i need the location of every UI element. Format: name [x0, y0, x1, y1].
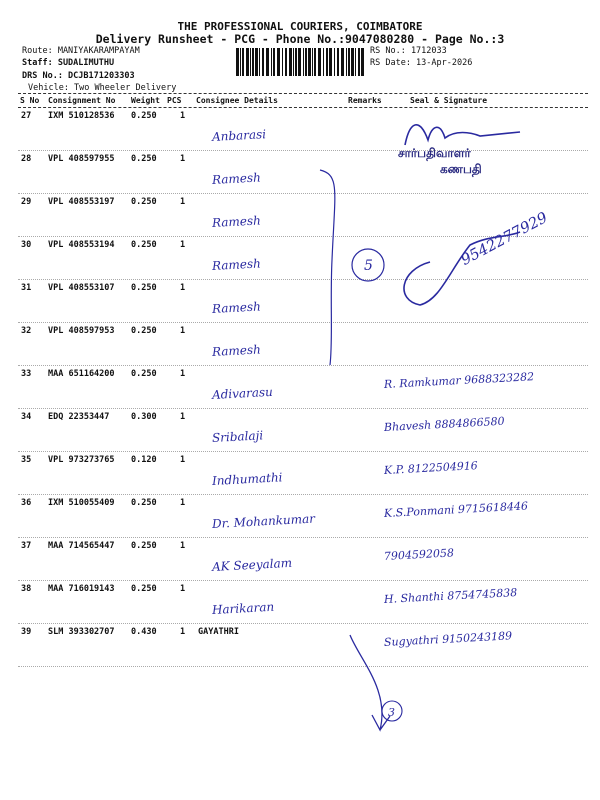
barcode-bar [240, 48, 241, 76]
row-weight: 0.250 [131, 154, 157, 164]
row-pcs: 1 [180, 584, 186, 594]
row-sno: 27 [21, 111, 32, 121]
barcode-bar [337, 48, 339, 76]
row-pcs: 1 [180, 541, 186, 551]
row-separator [18, 666, 588, 667]
rs-number: RS No.: 1712033 [370, 46, 447, 56]
row-handwritten-name: Sribalaji [211, 428, 264, 445]
col-header-remarks: Remarks [348, 96, 382, 105]
row-consignment-no: EDQ 22353447 [48, 412, 110, 422]
col-header-weight: Weight [131, 96, 160, 105]
scribble-number: 9542277929 [457, 208, 551, 269]
row-consignment-no: VPL 408553107 [48, 283, 115, 293]
row-sno: 39 [21, 627, 32, 637]
header-rule-top [18, 93, 588, 94]
row-weight: 0.250 [131, 498, 157, 508]
barcode-bar [285, 48, 287, 76]
row-handwritten-name: Dr. Mohankumar [211, 511, 316, 531]
barcode-bar [334, 48, 335, 76]
circled-mark: 5 [364, 258, 373, 274]
row-handwritten-name: Anbarasi [211, 127, 267, 144]
row-pcs: 1 [180, 154, 186, 164]
barcode-bar [259, 48, 260, 76]
row-sno: 34 [21, 412, 32, 422]
row-pcs: 1 [180, 326, 186, 336]
rs-date: RS Date: 13-Apr-2026 [370, 58, 473, 68]
row-handwritten-remark: Sugyathri 9150243189 [383, 629, 513, 649]
row-handwritten-name: Ramesh [211, 256, 262, 273]
table-row [0, 108, 600, 151]
table-row [0, 409, 600, 452]
row-consignment-no: VPL 408553197 [48, 197, 115, 207]
barcode-bar [361, 48, 364, 76]
row-handwritten-name: Ramesh [211, 170, 262, 187]
row-consignment-no: MAA 716019143 [48, 584, 115, 594]
row-handwritten-name: Ramesh [211, 342, 262, 359]
row-handwritten-remark: H. Shanthi 8754745838 [383, 586, 518, 606]
barcode-bar [282, 48, 283, 76]
row-handwritten-remark: K.S.Ponmani 9715618446 [383, 499, 529, 520]
barcode-bar [348, 48, 350, 76]
table-row [0, 323, 600, 366]
row-sno: 28 [21, 154, 32, 164]
row-handwritten-remark: Bhavesh 8884866580 [383, 414, 505, 434]
row-handwritten-name: AK Seeyalam [211, 555, 293, 574]
table-row [0, 581, 600, 624]
row-sno: 29 [21, 197, 32, 207]
row-consignment-no: VPL 973273765 [48, 455, 115, 465]
barcode-bar [252, 48, 254, 76]
row-consignment-no: MAA 714565447 [48, 541, 115, 551]
row-weight: 0.250 [131, 584, 157, 594]
row-handwritten-name: Indhumathi [211, 470, 283, 488]
row-handwritten-name: Harikaran [211, 599, 275, 617]
bottom-circle-mark: 3 [388, 706, 395, 719]
barcode-bar [358, 48, 360, 76]
table-row [0, 280, 600, 323]
row-sno: 37 [21, 541, 32, 551]
row-consignment-no: IXM 510128536 [48, 111, 115, 121]
row-pcs: 1 [180, 412, 186, 422]
row-sno: 33 [21, 369, 32, 379]
barcode-bar [303, 48, 304, 76]
table-row [0, 624, 600, 667]
row-consignment-no: SLM 393302707 [48, 627, 115, 637]
row-weight: 0.120 [131, 455, 157, 465]
barcode-bar [250, 48, 251, 76]
route-label: Route: MANIYAKARAMPAYAM [22, 46, 140, 56]
barcode-bar [289, 48, 292, 76]
row-weight: 0.300 [131, 412, 157, 422]
col-header-consignment: Consignment No [48, 96, 116, 105]
row-weight: 0.250 [131, 283, 157, 293]
row-sno: 31 [21, 283, 32, 293]
barcode-bar [351, 48, 354, 76]
row-pcs: 1 [180, 111, 186, 121]
row-weight: 0.250 [131, 541, 157, 551]
barcode-bar [329, 48, 332, 76]
table-row [0, 366, 600, 409]
row-handwritten-name: Adivarasu [211, 384, 274, 402]
row-pcs: 1 [180, 240, 186, 250]
barcode-bar [318, 48, 321, 76]
barcode-bar [255, 48, 258, 76]
barcode-bar [266, 48, 269, 76]
barcode-bar [262, 48, 264, 76]
seal-stamp-line2: கணபதி [440, 162, 482, 176]
row-pcs: 1 [180, 498, 186, 508]
row-sno: 35 [21, 455, 32, 465]
barcode-bar [346, 48, 347, 76]
table-row [0, 538, 600, 581]
row-consignment-no: MAA 651164200 [48, 369, 115, 379]
row-handwritten-name: Ramesh [211, 213, 262, 230]
row-handwritten-remark: 7904592058 [383, 546, 455, 563]
row-consignment-no: IXM 510055409 [48, 498, 115, 508]
barcode-bar [298, 48, 301, 76]
row-consignment-no: VPL 408597955 [48, 154, 115, 164]
row-pcs: 1 [180, 455, 186, 465]
barcode-bar [236, 48, 239, 76]
seal-stamp-line1: சார்பதிவாளர் [398, 146, 471, 160]
barcode-bar [295, 48, 297, 76]
col-header-seal: Seal & Signature [410, 96, 488, 105]
row-sno: 32 [21, 326, 32, 336]
row-pcs: 1 [180, 369, 186, 379]
row-pcs: 1 [180, 197, 186, 207]
row-weight: 0.250 [131, 197, 157, 207]
row-handwritten-name: Ramesh [211, 299, 262, 316]
row-consignment-no: VPL 408553194 [48, 240, 115, 250]
row-sno: 38 [21, 584, 32, 594]
table-row [0, 495, 600, 538]
barcode-bar [312, 48, 313, 76]
barcode-bar [314, 48, 316, 76]
row-sno: 30 [21, 240, 32, 250]
table-row [0, 151, 600, 194]
barcode-bar [355, 48, 356, 76]
barcode-bar [305, 48, 307, 76]
row-consignment-no: VPL 408597953 [48, 326, 115, 336]
staff-label: Staff: SUDALIMUTHU [22, 58, 115, 68]
col-header-consignee: Consignee Details [196, 96, 278, 105]
col-header-pcs: PCS [167, 96, 182, 105]
row-pcs: 1 [180, 627, 186, 637]
runsheet-subtitle: Delivery Runsheet - PCG - Phone No.:9047080280 - Page No.:3 [95, 32, 505, 46]
row-weight: 0.250 [131, 326, 157, 336]
col-header-sno: S No [20, 96, 40, 105]
row-sno: 36 [21, 498, 32, 508]
row-weight: 0.250 [131, 111, 157, 121]
row-consignee: GAYATHRI [198, 627, 239, 637]
vehicle-label: Vehicle: Two Wheeler Delivery [28, 83, 177, 93]
drs-label: DRS No.: DCJB171203303 [22, 71, 135, 81]
company-title: THE PROFESSIONAL COURIERS, COIMBATORE [177, 20, 423, 33]
barcode-icon [236, 48, 364, 76]
row-handwritten-remark: K.P. 8122504916 [383, 459, 479, 477]
row-pcs: 1 [180, 283, 186, 293]
row-handwritten-remark: R. Ramkumar 9688323282 [383, 370, 535, 391]
table-row [0, 452, 600, 495]
row-weight: 0.250 [131, 369, 157, 379]
barcode-bar [277, 48, 280, 76]
barcode-bar [341, 48, 344, 76]
barcode-bar [323, 48, 324, 76]
barcode-bar [326, 48, 328, 76]
row-weight: 0.250 [131, 240, 157, 250]
barcode-bar [273, 48, 275, 76]
barcode-bar [242, 48, 244, 76]
barcode-bar [246, 48, 249, 76]
barcode-bar [293, 48, 294, 76]
barcode-bar [308, 48, 311, 76]
barcode-bar [271, 48, 272, 76]
row-weight: 0.430 [131, 627, 157, 637]
